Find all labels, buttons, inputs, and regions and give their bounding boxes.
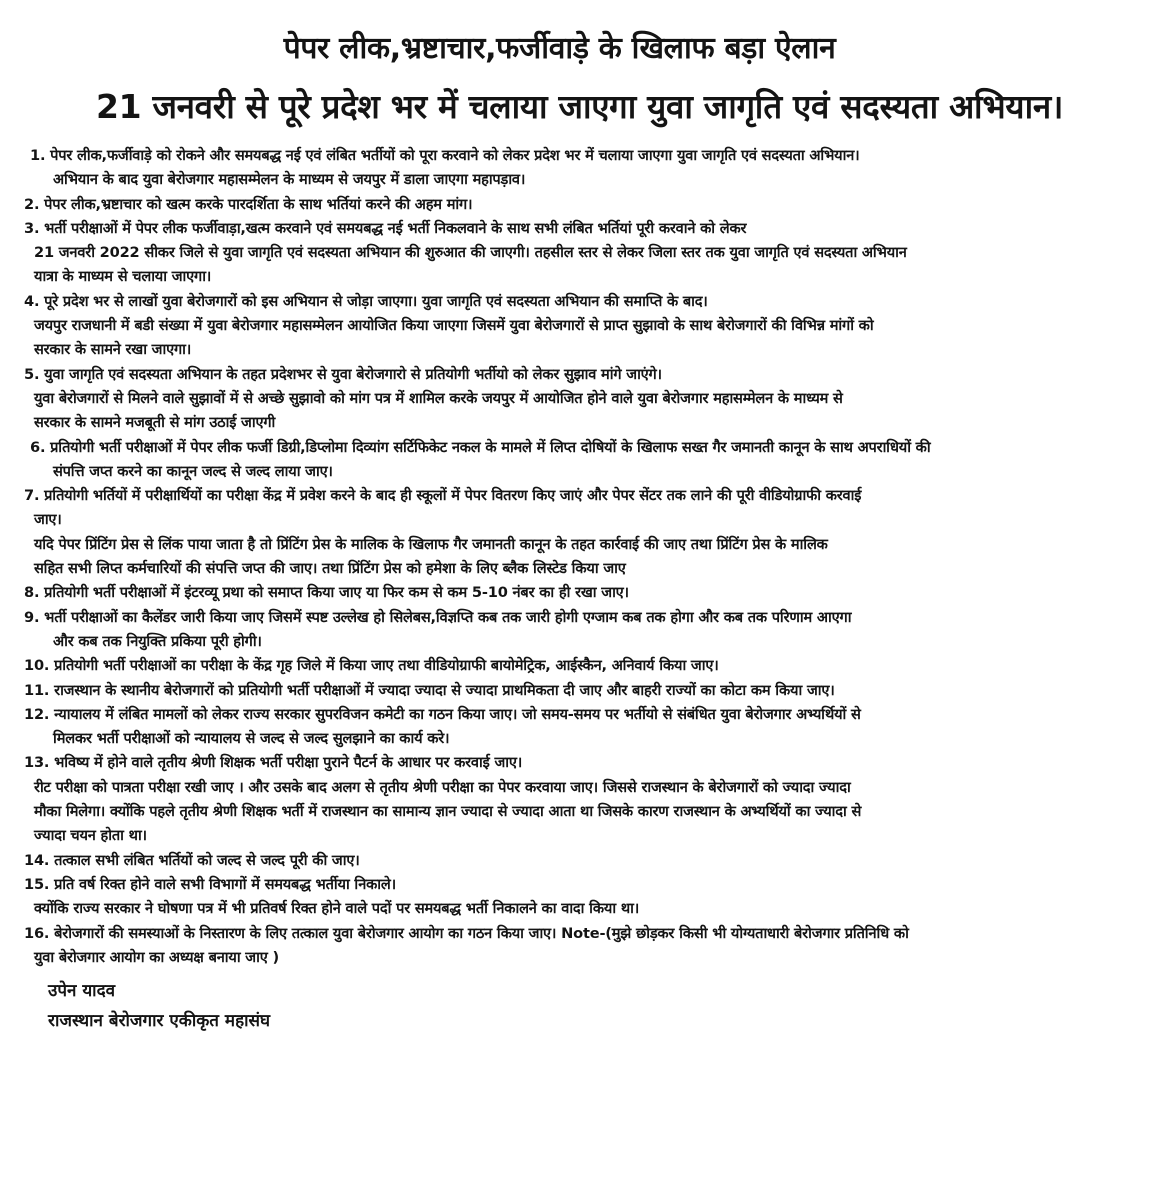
point-4: [20, 290, 1139, 363]
point-9: [20, 606, 1139, 655]
point-10-line-1: 10. प्रतियोगी भर्ती परीक्षाओं का परीक्षा के केंद्र गृह जिले में किया जाए तथा वीडियोग्राफी बायोमेट्रिक, आईस्कैन, अनिवार्य किया जाए।: [24, 657, 719, 675]
point-14: [20, 849, 1139, 873]
point-7: [20, 484, 1139, 581]
point-15-line-2: क्योंकि राज्य सरकार ने घोषणा पत्र में भी प्रतिवर्ष रिक्त होने वाले पदों पर समयबद्ध भर्ती निकालने का वादा किया था।: [34, 900, 640, 918]
point-5-line-1: 5. युवा जागृति एवं सदस्यता अभियान के तहत प्रदेशभर से युवा बेरोजगारो से प्रतियोगी भर्तीयो को लेकर सुझाव मांगे जाएंगे।: [24, 365, 662, 383]
point-5-line-2: युवा बेरोजगारों से मिलने वाले सुझावों में से अच्छे सुझावो को मांग पत्र में शामिल करके जयपुर में आयोजित होने वाले युवा बेरोजगार महासम्मेलन के माध्यम से: [34, 389, 843, 407]
point-3-line-1: 3. भर्ती परीक्षाओं में पेपर लीक फर्जीवाड़ा,खत्म करवाने एवं समयबद्ध नई भर्ती निकलवाने के साथ सभी लंबित भर्तियां पूरी करवाने को लेकर: [24, 219, 747, 237]
demands-list: [20, 144, 1139, 970]
signatory-name: उपेन यादव: [48, 981, 116, 1002]
point-13: [20, 751, 1139, 848]
point-15-line-1: 15. प्रति वर्ष रिक्त होने वाले सभी विभागों में समयबद्ध भर्तीया निकाले।: [24, 875, 396, 893]
point-16-line-2: युवा बेरोजगार आयोग का अध्यक्ष बनाया जाए ): [34, 948, 279, 966]
point-12-line-1: 12. न्यायालय में लंबित मामलों को लेकर राज्य सरकार सुपरविजन कमेटी का गठन किया जाए। जो समय-समय पर भर्तीयो से संबंधित युवा बेरोजगार अभ्यर्थियों से: [24, 705, 861, 723]
point-16: [20, 922, 1139, 971]
point-6: [20, 436, 1139, 485]
point-4-line-3: सरकार के सामने रखा जाएगा।: [34, 341, 192, 359]
point-3: [20, 217, 1139, 290]
subheadline: 21 जनवरी से पूरे प्रदेश भर में चलाया जाएगा युवा जागृति एवं सदस्यता अभियान।: [95, 87, 1064, 126]
point-13-line-1: 13. भविष्य में होने वाले तृतीय श्रेणी शिक्षक भर्ती परीक्षा पुराने पैटर्न के आधार पर करवाई जाए।: [24, 754, 523, 772]
point-12: [20, 703, 1139, 752]
headline: पेपर लीक,भ्रष्टाचार,फर्जीवाड़े के खिलाफ बड़ा ऐलान: [283, 31, 836, 66]
point-7-line-2: जाए।: [34, 511, 62, 529]
point-5: [20, 363, 1139, 436]
point-5-line-3: सरकार के सामने मजबूती से मांग उठाई जाएगी: [34, 414, 276, 432]
point-1: [20, 144, 1139, 193]
point-13-line-4: ज्यादा चयन होता था।: [34, 827, 147, 845]
point-11: [20, 679, 1139, 703]
point-7-line-1: 7. प्रतियोगी भर्तियों में परीक्षार्थियों का परीक्षा केंद्र में प्रवेश करने के बाद ही स्कूलों में पेपर वितरण किए जाएं और पेपर सेंटर तक लाने की पूरी वीडियोग्राफी करवाई: [24, 487, 862, 505]
point-10: [20, 654, 1139, 678]
point-3-line-3: यात्रा के माध्यम से चलाया जाएगा।: [34, 268, 212, 286]
point-4-line-2: जयपुर राजधानी में बडी संख्या में युवा बेरोजगार महासम्मेलन आयोजित किया जाएगा जिसमें युवा बेरोजगारों से प्राप्त सुझावो के साथ बेरोजगारों की विभिन्न मांगों को: [34, 317, 874, 335]
point-7-line-4: सहित सभी लिप्त कर्मचारियों की संपत्ति जप्त की जाए। तथा प्रिंटिंग प्रेस को हमेशा के लिए ब्लैक लिस्टेड किया जाए: [34, 560, 626, 578]
point-12-line-2: मिलकर भर्ती परीक्षाओं को न्यायालय से जल्द से जल्द सुलझाने का कार्य करे।: [53, 730, 450, 748]
point-13-line-3: मौका मिलेगा। क्योंकि पहले तृतीय श्रेणी शिक्षक भर्ती में राजस्थान का सामान्य ज्ञान ज्यादा से ज्यादा आता था जिसके कारण राजस्थान के अभ्यर्थियों का ज्यादा से: [34, 803, 862, 821]
point-8-line-1: 8. प्रतियोगी भर्ती परीक्षाओं में इंटरव्यू प्रथा को समाप्त किया जाए या फिर कम से कम 5-10 नंबर का ही रखा जाए।: [24, 584, 629, 602]
signatory-organization: राजस्थान बेरोजगार एकीकृत महासंघ: [48, 1011, 271, 1032]
point-7-line-3: यदि पेपर प्रिंटिंग प्रेस से लिंक पाया जाता है तो प्रिंटिंग प्रेस के मालिक के खिलाफ गैर जमानती कानून के तहत कार्रवाई की जाए तथा प्रिंटिंग प्रेस के मालिक: [34, 535, 828, 553]
point-15: [20, 873, 1139, 922]
point-9-line-1: 9. भर्ती परीक्षाओं का कैलेंडर जारी किया जाए जिसमें स्पष्ट उल्लेख हो सिलेबस,विज्ञप्ति कब तक जारी होगी एग्जाम कब तक होगा और कब तक परिणाम आएगा: [24, 608, 852, 626]
point-11-line-1: 11. राजस्थान के स्थानीय बेरोजगारों को प्रतियोगी भर्ती परीक्षाओं में ज्यादा ज्यादा से ज्यादा प्राथमिकता दी जाए और बाहरी राज्यों का कोटा कम किया जाए।: [24, 681, 835, 699]
point-13-line-2: रीट परीक्षा को पात्रता परीक्षा रखी जाए । और उसके बाद अलग से तृतीय श्रेणी परीक्षा का पेपर करवाया जाए। जिससे राजस्थान के बेरोजगारों को ज्यादा ज्यादा: [34, 778, 851, 796]
point-1-line-1: 1. पेपर लीक,फर्जीवाड़े को रोकने और समयबद्ध नई एवं लंबित भर्तीयों को पूरा करवाने को लेकर प्रदेश भर में चलाया जाएगा युवा जागृति एवं सदस्यता अभियान।: [30, 147, 860, 164]
point-9-line-2: और कब तक नियुक्ति प्रकिया पूरी होगी।: [53, 632, 262, 650]
point-2: [20, 193, 1139, 217]
point-6-line-2: संपत्ति जप्त करने का कानून जल्द से जल्द लाया जाए।: [53, 462, 333, 480]
point-1-line-2: अभियान के बाद युवा बेरोजगार महासम्मेलन के माध्यम से जयपुर में डाला जाएगा महापड़ाव।: [53, 171, 526, 189]
point-8: [20, 581, 1139, 605]
point-4-line-1: 4. पूरे प्रदेश भर से लाखों युवा बेरोजगारों को इस अभियान से जोड़ा जाएगा। युवा जागृति एवं सदस्यता अभियान की समाप्ति के बाद।: [24, 292, 708, 310]
point-6-line-1: 6. प्रतियोगी भर्ती परीक्षाओं में पेपर लीक फर्जी डिग्री,डिप्लोमा दिव्यांग सर्टिफिकेट नकल के मामले में लिप्त दोषियों के खिलाफ सख्त गैर जमानती कानून के साथ अपराधियों की: [30, 438, 931, 456]
point-2-line-1: 2. पेपर लीक,भ्रष्टाचार को खत्म करके पारदर्शिता के साथ भर्तियां करने की अहम मांग।: [24, 195, 473, 213]
signature-block: [20, 976, 1139, 1036]
point-16-line-1: 16. बेरोजगारों की समस्याओं के निस्तारण के लिए तत्काल युवा बेरोजगार आयोग का गठन किया जाए। Note-(मुझे छोड़कर किसी भी योग्यताधारी बेरोजगार प्रतिनिधि को: [24, 924, 909, 942]
point-14-line-1: 14. तत्काल सभी लंबित भर्तियों को जल्द से जल्द पूरी की जाए।: [24, 851, 360, 869]
point-3-line-2: 21 जनवरी 2022 सीकर जिले से युवा जागृति एवं सदस्यता अभियान की शुरुआत की जाएगी। तहसील स्तर से लेकर जिला स्तर तक युवा जागृति एवं सदस्यता अभियान: [34, 244, 907, 262]
